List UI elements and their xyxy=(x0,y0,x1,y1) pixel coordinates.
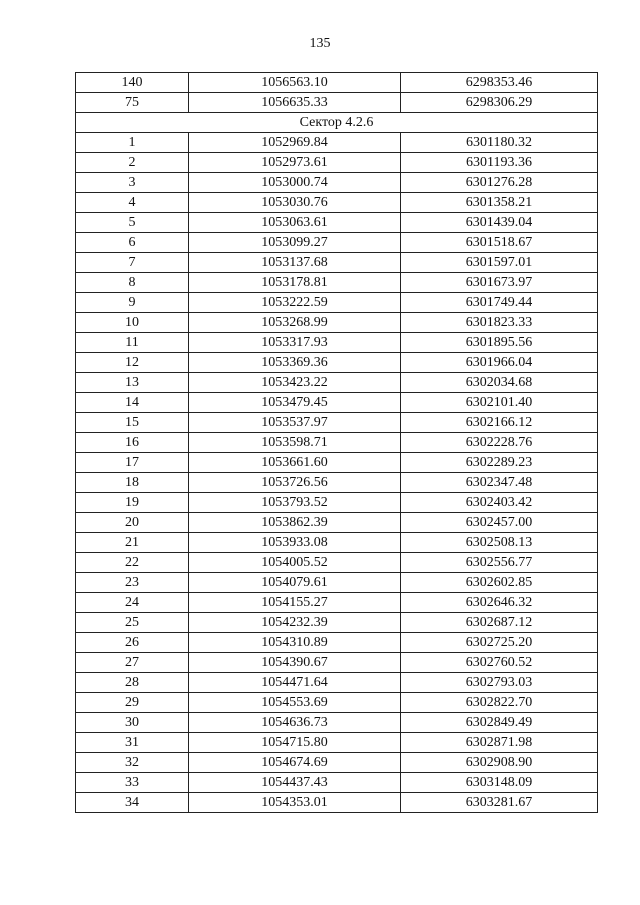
x-coordinate-cell: 1053222.59 xyxy=(189,293,401,313)
x-coordinate-cell: 1054079.61 xyxy=(189,573,401,593)
y-coordinate-cell: 6302602.85 xyxy=(401,573,598,593)
point-number-cell: 23 xyxy=(76,573,189,593)
y-coordinate-cell: 6301358.21 xyxy=(401,193,598,213)
point-number-cell: 18 xyxy=(76,473,189,493)
point-number-cell: 33 xyxy=(76,773,189,793)
table-row xyxy=(76,493,598,513)
table-row xyxy=(76,673,598,693)
point-number-cell: 30 xyxy=(76,713,189,733)
y-coordinate-cell: 6302793.03 xyxy=(401,673,598,693)
y-coordinate-cell: 6301439.04 xyxy=(401,213,598,233)
point-number-cell: 1 xyxy=(76,133,189,153)
point-number-cell: 16 xyxy=(76,433,189,453)
point-number-cell: 29 xyxy=(76,693,189,713)
x-coordinate-cell: 1053661.60 xyxy=(189,453,401,473)
y-coordinate-cell: 6298306.29 xyxy=(401,93,598,113)
y-coordinate-cell: 6302034.68 xyxy=(401,373,598,393)
point-number-cell: 10 xyxy=(76,313,189,333)
y-coordinate-cell: 6302166.12 xyxy=(401,413,598,433)
x-coordinate-cell: 1054353.01 xyxy=(189,793,401,813)
point-number-cell: 7 xyxy=(76,253,189,273)
point-number-cell: 11 xyxy=(76,333,189,353)
coordinates-table-body xyxy=(76,73,598,813)
point-number-cell: 19 xyxy=(76,493,189,513)
table-row xyxy=(76,173,598,193)
y-coordinate-cell: 6302101.40 xyxy=(401,393,598,413)
y-coordinate-cell: 6302687.12 xyxy=(401,613,598,633)
x-coordinate-cell: 1053137.68 xyxy=(189,253,401,273)
x-coordinate-cell: 1053099.27 xyxy=(189,233,401,253)
table-row xyxy=(76,473,598,493)
x-coordinate-cell: 1053479.45 xyxy=(189,393,401,413)
table-row xyxy=(76,633,598,653)
y-coordinate-cell: 6301823.33 xyxy=(401,313,598,333)
x-coordinate-cell: 1054155.27 xyxy=(189,593,401,613)
y-coordinate-cell: 6302556.77 xyxy=(401,553,598,573)
table-row xyxy=(76,293,598,313)
point-number-cell: 24 xyxy=(76,593,189,613)
point-number-cell: 34 xyxy=(76,793,189,813)
y-coordinate-cell: 6301193.36 xyxy=(401,153,598,173)
table-row xyxy=(76,413,598,433)
x-coordinate-cell: 1054232.39 xyxy=(189,613,401,633)
point-number-cell: 5 xyxy=(76,213,189,233)
x-coordinate-cell: 1054390.67 xyxy=(189,653,401,673)
table-row xyxy=(76,393,598,413)
x-coordinate-cell: 1054674.69 xyxy=(189,753,401,773)
x-coordinate-cell: 1054437.43 xyxy=(189,773,401,793)
y-coordinate-cell: 6301749.44 xyxy=(401,293,598,313)
y-coordinate-cell: 6302457.00 xyxy=(401,513,598,533)
table-row xyxy=(76,193,598,213)
y-coordinate-cell: 6302760.52 xyxy=(401,653,598,673)
table-row xyxy=(76,533,598,553)
table-row xyxy=(76,693,598,713)
y-coordinate-cell: 6302403.42 xyxy=(401,493,598,513)
y-coordinate-cell: 6302849.49 xyxy=(401,713,598,733)
y-coordinate-cell: 6303148.09 xyxy=(401,773,598,793)
x-coordinate-cell: 1053030.76 xyxy=(189,193,401,213)
x-coordinate-cell: 1052973.61 xyxy=(189,153,401,173)
y-coordinate-cell: 6301673.97 xyxy=(401,273,598,293)
y-coordinate-cell: 6303281.67 xyxy=(401,793,598,813)
table-row xyxy=(76,333,598,353)
y-coordinate-cell: 6302646.32 xyxy=(401,593,598,613)
y-coordinate-cell: 6301276.28 xyxy=(401,173,598,193)
x-coordinate-cell: 1054553.69 xyxy=(189,693,401,713)
table-row xyxy=(76,513,598,533)
point-number-cell: 22 xyxy=(76,553,189,573)
x-coordinate-cell: 1054310.89 xyxy=(189,633,401,653)
y-coordinate-cell: 6301597.01 xyxy=(401,253,598,273)
table-row xyxy=(76,233,598,253)
point-number-cell: 2 xyxy=(76,153,189,173)
point-number-cell: 4 xyxy=(76,193,189,213)
x-coordinate-cell: 1052969.84 xyxy=(189,133,401,153)
point-number-cell: 75 xyxy=(76,93,189,113)
point-number-cell: 17 xyxy=(76,453,189,473)
x-coordinate-cell: 1053063.61 xyxy=(189,213,401,233)
point-number-cell: 26 xyxy=(76,633,189,653)
point-number-cell: 28 xyxy=(76,673,189,693)
table-row xyxy=(76,733,598,753)
point-number-cell: 27 xyxy=(76,653,189,673)
table-row xyxy=(76,353,598,373)
table-row xyxy=(76,793,598,813)
table-row xyxy=(76,73,598,93)
point-number-cell: 32 xyxy=(76,753,189,773)
table-row xyxy=(76,433,598,453)
point-number-cell: 25 xyxy=(76,613,189,633)
table-row xyxy=(76,93,598,113)
x-coordinate-cell: 1056563.10 xyxy=(189,73,401,93)
x-coordinate-cell: 1053933.08 xyxy=(189,533,401,553)
point-number-cell: 21 xyxy=(76,533,189,553)
y-coordinate-cell: 6302871.98 xyxy=(401,733,598,753)
x-coordinate-cell: 1054636.73 xyxy=(189,713,401,733)
x-coordinate-cell: 1053423.22 xyxy=(189,373,401,393)
x-coordinate-cell: 1053793.52 xyxy=(189,493,401,513)
table-row xyxy=(76,753,598,773)
table-row xyxy=(76,573,598,593)
point-number-cell: 20 xyxy=(76,513,189,533)
point-number-cell: 15 xyxy=(76,413,189,433)
y-coordinate-cell: 6302347.48 xyxy=(401,473,598,493)
y-coordinate-cell: 6302228.76 xyxy=(401,433,598,453)
table-row xyxy=(76,653,598,673)
y-coordinate-cell: 6298353.46 xyxy=(401,73,598,93)
table-row xyxy=(76,713,598,733)
y-coordinate-cell: 6302508.13 xyxy=(401,533,598,553)
table-row xyxy=(76,253,598,273)
x-coordinate-cell: 1053000.74 xyxy=(189,173,401,193)
y-coordinate-cell: 6302908.90 xyxy=(401,753,598,773)
x-coordinate-cell: 1053268.99 xyxy=(189,313,401,333)
x-coordinate-cell: 1056635.33 xyxy=(189,93,401,113)
table-row xyxy=(76,453,598,473)
x-coordinate-cell: 1053862.39 xyxy=(189,513,401,533)
sector-title: Сектор 4.2.6 xyxy=(76,113,598,133)
y-coordinate-cell: 6301180.32 xyxy=(401,133,598,153)
sector-header-row xyxy=(76,113,598,133)
x-coordinate-cell: 1053598.71 xyxy=(189,433,401,453)
table-row xyxy=(76,593,598,613)
y-coordinate-cell: 6301518.67 xyxy=(401,233,598,253)
table-row xyxy=(76,133,598,153)
point-number-cell: 14 xyxy=(76,393,189,413)
y-coordinate-cell: 6302289.23 xyxy=(401,453,598,473)
page-number: 135 xyxy=(309,36,331,51)
table-row xyxy=(76,213,598,233)
point-number-cell: 9 xyxy=(76,293,189,313)
y-coordinate-cell: 6301966.04 xyxy=(401,353,598,373)
y-coordinate-cell: 6302822.70 xyxy=(401,693,598,713)
x-coordinate-cell: 1054005.52 xyxy=(189,553,401,573)
table-row xyxy=(76,153,598,173)
x-coordinate-cell: 1053537.97 xyxy=(189,413,401,433)
x-coordinate-cell: 1053317.93 xyxy=(189,333,401,353)
x-coordinate-cell: 1053178.81 xyxy=(189,273,401,293)
point-number-cell: 140 xyxy=(76,73,189,93)
table-row xyxy=(76,773,598,793)
point-number-cell: 8 xyxy=(76,273,189,293)
x-coordinate-cell: 1054715.80 xyxy=(189,733,401,753)
y-coordinate-cell: 6302725.20 xyxy=(401,633,598,653)
table-row xyxy=(76,313,598,333)
table-row xyxy=(76,273,598,293)
point-number-cell: 31 xyxy=(76,733,189,753)
x-coordinate-cell: 1053726.56 xyxy=(189,473,401,493)
point-number-cell: 13 xyxy=(76,373,189,393)
table-row xyxy=(76,553,598,573)
coordinates-table xyxy=(75,72,598,813)
point-number-cell: 12 xyxy=(76,353,189,373)
x-coordinate-cell: 1053369.36 xyxy=(189,353,401,373)
y-coordinate-cell: 6301895.56 xyxy=(401,333,598,353)
table-row xyxy=(76,373,598,393)
point-number-cell: 6 xyxy=(76,233,189,253)
x-coordinate-cell: 1054471.64 xyxy=(189,673,401,693)
table-row xyxy=(76,613,598,633)
point-number-cell: 3 xyxy=(76,173,189,193)
